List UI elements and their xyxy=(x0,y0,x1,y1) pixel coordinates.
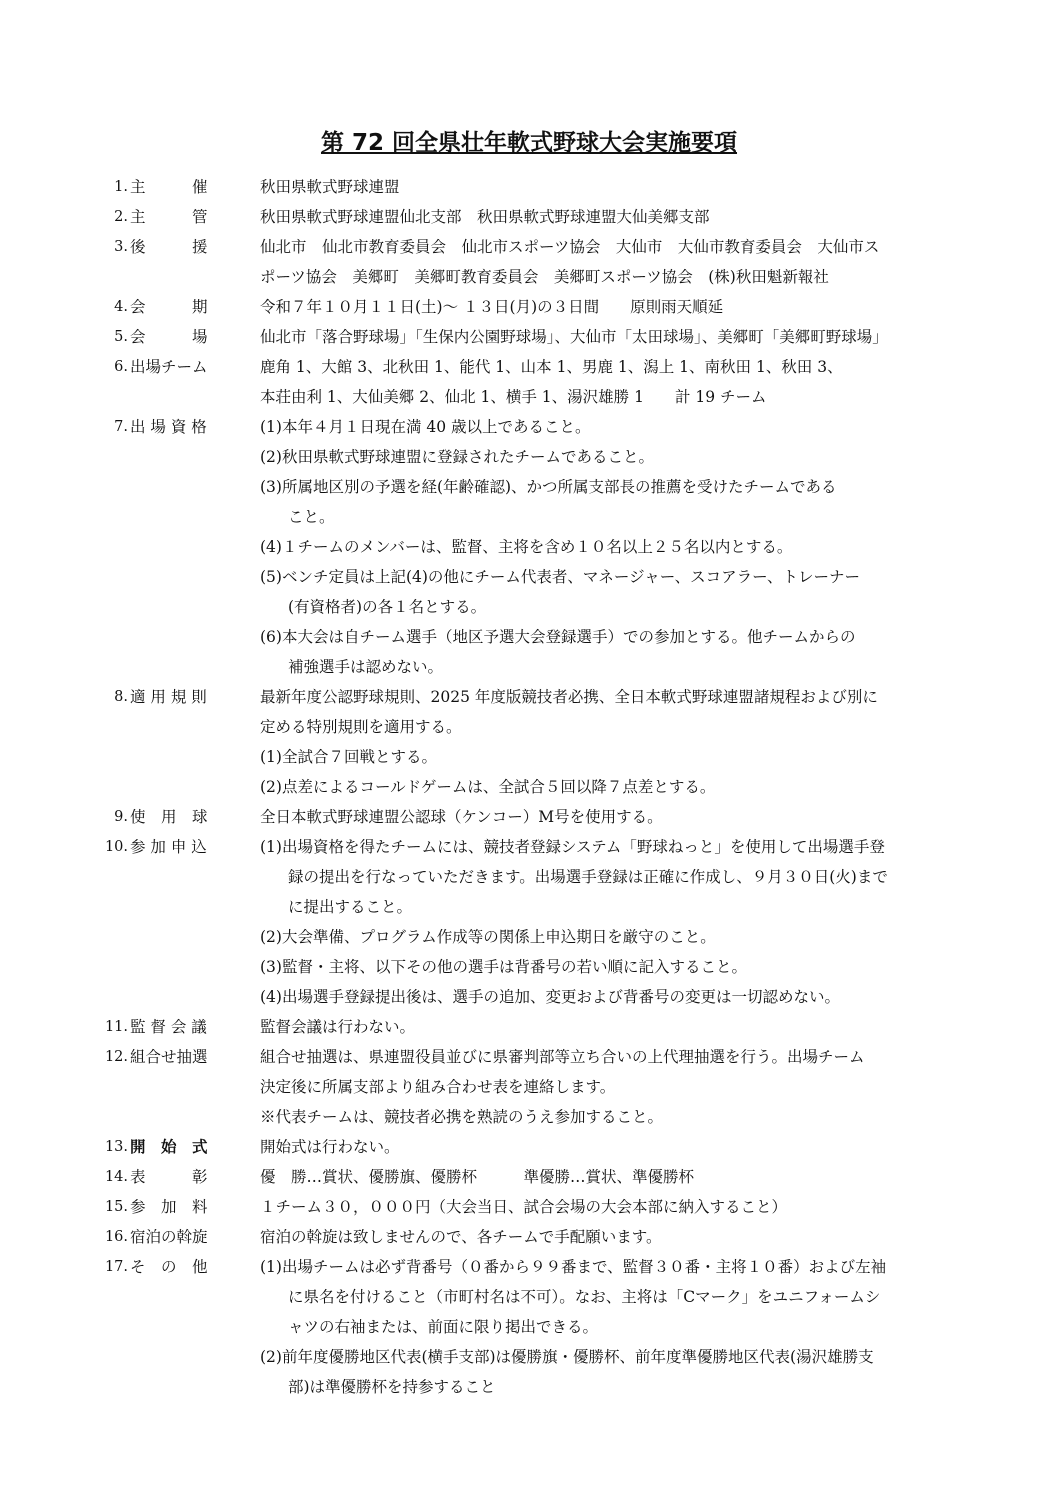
item-content-line: (4)出場選手登録提出後は、選手の追加、変更および背番号の変更は一切認めない。 xyxy=(260,988,840,1006)
item-number: 15. xyxy=(104,1199,128,1215)
document-title: 第 72 回全県壮年軟式野球大会実施要項 xyxy=(320,130,738,156)
list-item xyxy=(80,412,1000,682)
item-content-line: に県名を付けること（市町村名は不可）。なお、主将は「Cマーク」をユニフォームシ xyxy=(288,1288,881,1306)
item-content-line: (1)全試合７回戦とする。 xyxy=(260,748,437,766)
item-content-line: 本荘由利 1、大仙美郷 2、仙北 1、横手 1、湯沢雄勝 1 計 19 チーム xyxy=(260,388,767,406)
item-content-line: (3)監督・主将、以下その他の選手は背番号の若い順に記入すること。 xyxy=(260,958,747,976)
list-item xyxy=(80,1132,1000,1162)
item-content-line: (2)大会準備、プログラム作成等の関係上申込期日を厳守のこと。 xyxy=(260,928,716,946)
item-label: 表 彰 xyxy=(130,1168,208,1186)
item-label: 開 始 式 xyxy=(130,1137,208,1156)
item-content xyxy=(260,682,1000,802)
item-content xyxy=(260,1042,1000,1132)
item-label: 使 用 球 xyxy=(130,808,208,826)
item-label: 組合せ抽選 xyxy=(130,1048,208,1066)
item-number: 12. xyxy=(104,1049,128,1065)
list-item xyxy=(80,1012,1000,1042)
item-content-line: (有資格者)の各１名とする。 xyxy=(288,598,487,616)
list-item xyxy=(80,832,1000,1012)
item-content-line: 開始式は行わない。 xyxy=(260,1138,400,1156)
item-label: 適 用 規 則 xyxy=(130,688,207,706)
item-number: 14. xyxy=(104,1169,128,1185)
item-content-line: 最新年度公認野球規則、2025 年度版競技者必携、全日本軟式野球連盟諸規程および別に xyxy=(260,688,878,706)
item-content xyxy=(260,1252,1000,1402)
item-number: 3. xyxy=(114,239,128,255)
item-content-line: ポーツ協会 美郷町 美郷町教育委員会 美郷町スポーツ協会 (株)秋田魁新報社 xyxy=(260,268,829,286)
list-item xyxy=(80,1042,1000,1132)
list-item xyxy=(80,1222,1000,1252)
item-label: 主 管 xyxy=(130,208,208,226)
item-label: 参 加 申 込 xyxy=(130,838,207,856)
item-number: 7. xyxy=(114,419,128,435)
item-content-line: 宿泊の斡旋は致しませんので、各チームで手配願います。 xyxy=(260,1228,662,1246)
item-content-line: (1)出場資格を得たチームには、競技者登録システム「野球ねっと」を使用して出場選手登 xyxy=(260,838,885,856)
item-number: 17. xyxy=(104,1259,128,1275)
item-content-line: 録の提出を行なっていただきます。出場選手登録は正確に作成し、９月３０日(火)まで xyxy=(288,868,888,886)
item-content-line: 秋田県軟式野球連盟仙北支部 秋田県軟式野球連盟大仙美郷支部 xyxy=(260,208,710,226)
item-label: 主 催 xyxy=(130,178,208,196)
item-content xyxy=(260,202,1000,232)
item-content-line: 鹿角 1、大館 3、北秋田 1、能代 1、山本 1、男鹿 1、潟上 1、南秋田 1、秋田 3、 xyxy=(260,358,843,376)
item-content xyxy=(260,292,1000,322)
list-item xyxy=(80,1192,1000,1222)
list-item xyxy=(80,352,1000,412)
item-label: 出場チーム xyxy=(130,358,208,376)
item-content-line: (4)１チームのメンバーは、監督、主将を含め１０名以上２５名以内とする。 xyxy=(260,538,793,556)
item-content-line: こと。 xyxy=(288,508,335,526)
list-item xyxy=(80,172,1000,202)
item-number: 2. xyxy=(114,209,128,225)
item-content-line: ャツの右袖または、前面に限り掲出できる。 xyxy=(288,1318,599,1336)
item-number: 4. xyxy=(114,299,128,315)
item-content-line: 決定後に所属支部より組み合わせ表を連絡します。 xyxy=(260,1078,616,1096)
item-content xyxy=(260,1222,1000,1252)
item-content-line: 組合せ抽選は、県連盟役員並びに県審判部等立ち合いの上代理抽選を行う。出場チーム xyxy=(260,1048,865,1066)
item-content-line: 仙北市 仙北市教育委員会 仙北市スポーツ協会 大仙市 大仙市教育委員会 大仙市ス xyxy=(260,238,880,256)
item-content xyxy=(260,352,1000,412)
item-content-line: に提出すること。 xyxy=(288,898,413,916)
item-content-line: (6)本大会は自チーム選手（地区予選大会登録選手）での参加とする。他チームからの xyxy=(260,628,856,646)
item-number: 13. xyxy=(104,1139,128,1155)
list-item xyxy=(80,1162,1000,1192)
item-content xyxy=(260,1012,1000,1042)
item-number: 16. xyxy=(104,1229,128,1245)
item-content-line: 令和７年１０月１１日(土)～ １３日(月)の３日間 原則雨天順延 xyxy=(260,298,724,316)
item-content-line: (2)点差によるコールドゲームは、全試合５回以降７点差とする。 xyxy=(260,778,716,796)
item-number: 9. xyxy=(114,809,128,825)
item-content xyxy=(260,1192,1000,1222)
item-content-line: (1)本年４月１日現在満 40 歳以上であること。 xyxy=(260,418,591,436)
list-item xyxy=(80,232,1000,292)
item-label: 宿泊の斡旋 xyxy=(130,1228,208,1246)
item-content xyxy=(260,322,1000,352)
item-content xyxy=(260,802,1000,832)
item-list xyxy=(80,172,1000,1402)
item-number: 10. xyxy=(104,839,128,855)
item-content-line: 秋田県軟式野球連盟 xyxy=(260,178,400,196)
item-label: 会 場 xyxy=(130,328,208,346)
item-content-line: 監督会議は行わない。 xyxy=(260,1018,416,1036)
list-item xyxy=(80,322,1000,352)
item-content xyxy=(260,1132,1000,1162)
item-content-line: (1)出場チームは必ず背番号（０番から９９番まで、監督３０番・主将１０番）および左袖 xyxy=(260,1258,887,1276)
item-label: 後 援 xyxy=(130,238,208,256)
item-number: 6. xyxy=(114,359,128,375)
item-content-line: 仙北市「落合野球場」「生保内公園野球場」、大仙市「太田球場」、美郷町「美郷町野球場」 xyxy=(260,328,888,346)
list-item xyxy=(80,202,1000,232)
item-content xyxy=(260,172,1000,202)
item-content-line: (2)秋田県軟式野球連盟に登録されたチームであること。 xyxy=(260,448,654,466)
item-content-line: (2)前年度優勝地区代表(横手支部)は優勝旗・優勝杯、前年度準優勝地区代表(湯沢雄勝支 xyxy=(260,1348,874,1366)
item-label: そ の 他 xyxy=(130,1258,208,1276)
item-content-line: 部)は準優勝杯を持参すること xyxy=(288,1378,496,1396)
item-label: 出 場 資 格 xyxy=(130,418,207,436)
list-item xyxy=(80,802,1000,832)
item-number: 11. xyxy=(104,1019,128,1035)
item-content-line: 全日本軟式野球連盟公認球（ケンコー）M号を使用する。 xyxy=(260,808,663,826)
item-number: 1. xyxy=(114,179,128,195)
item-label: 参 加 料 xyxy=(130,1198,208,1216)
list-item xyxy=(80,682,1000,802)
item-label: 監 督 会 議 xyxy=(130,1018,207,1036)
item-content-line: １チーム３０，０００円（大会当日、試合会場の大会本部に納入すること） xyxy=(260,1198,788,1216)
item-content-line: 補強選手は認めない。 xyxy=(288,658,444,676)
list-item xyxy=(80,1252,1000,1402)
item-content xyxy=(260,832,1000,1012)
item-content-line: 優 勝…賞状、優勝旗、優勝杯 準優勝…賞状、準優勝杯 xyxy=(260,1168,695,1186)
item-number: 5. xyxy=(114,329,128,345)
item-content xyxy=(260,1162,1000,1192)
item-content-line: (3)所属地区別の予選を経(年齢確認)、かつ所属支部長の推薦を受けたチームである xyxy=(260,478,837,496)
item-content-line: ※代表チームは、競技者必携を熟読のうえ参加すること。 xyxy=(260,1108,664,1126)
item-content xyxy=(260,412,1000,682)
item-number: 8. xyxy=(114,689,128,705)
list-item xyxy=(80,292,1000,322)
item-content-line: (5)ベンチ定員は上記(4)の他にチーム代表者、マネージャー、スコアラー、トレーナー xyxy=(260,568,861,586)
item-label: 会 期 xyxy=(130,298,208,316)
item-content-line: 定める特別規則を適用する。 xyxy=(260,718,462,736)
item-content xyxy=(260,232,1000,292)
